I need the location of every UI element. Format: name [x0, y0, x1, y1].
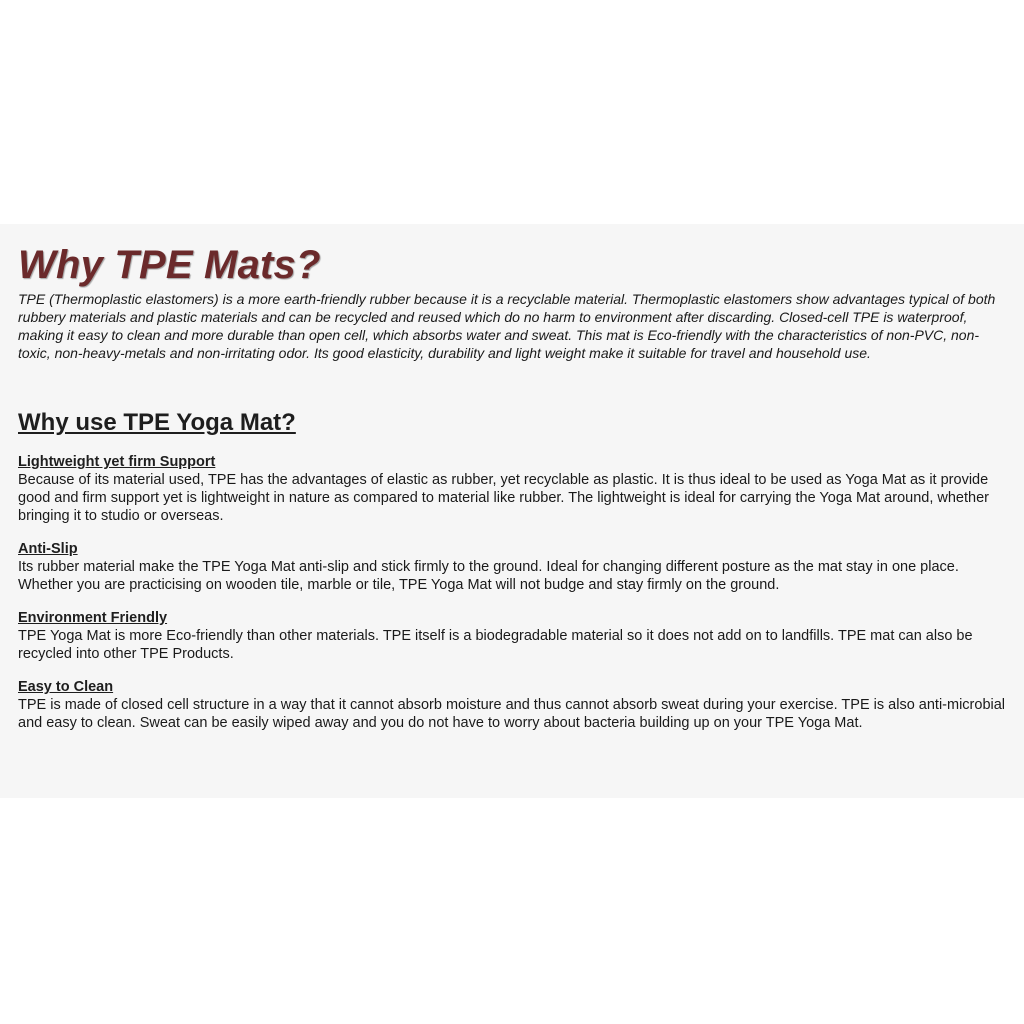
section-body: Its rubber material make the TPE Yoga Mat anti-slip and stick firmly to the ground. Ideal for changing different posture as the mat stay in one place. Whether you are practicising on wooden tile, marble or tile, TPE Yoga Mat will not budge and stay firmly on the ground.	[18, 559, 959, 593]
section-body: TPE is made of closed cell structure in a way that it cannot absorb moisture and thus cannot absorb sweat during your exercise. TPE is also anti-microbial and easy to clean. Sweat can be easily wiped away and you do not have to worry about bacteria building up on your TPE Yoga Mat.	[18, 697, 1006, 731]
section-heading: Environment Friendly	[18, 610, 168, 626]
section-heading: Lightweight yet firm Support	[18, 454, 216, 470]
intro-paragraph: TPE (Thermoplastic elastomers) is a more earth-friendly rubber because it is a recyclable material. Thermoplastic elastomers show advantages typical of both rubbery materials and plastic materials and can be recycled and reused which do no harm to environment after discarding. Closed-cell TPE is waterproof, making it easy to clean and more durable than open cell, which absorbs water and sweat. This mat is Eco-friendly with the characteristics of non-PVC, non-toxic, non-heavy-metals and non-irritating odor. Its good elasticity, durability and light weight make it suitable for travel and household use.	[18, 291, 996, 361]
section-body: TPE Yoga Mat is more Eco-friendly than other materials. TPE itself is a biodegradable material so it does not add on to landfills. TPE mat can also be recycled into other TPE Products.	[18, 628, 973, 662]
section-body: Because of its material used, TPE has the advantages of elastic as rubber, yet recyclable as plastic. It is thus ideal to be used as Yoga Mat as it provide good and firm support yet is lightweight in nature as compared to material like rubber. The lightweight is ideal for carrying the Yoga Mat around, whether bringing it to studio or overseas.	[18, 472, 989, 524]
section-heading: Anti-Slip	[18, 541, 78, 557]
section-lightweight	[18, 454, 1010, 525]
section-environment-friendly	[18, 610, 1010, 663]
page-title: Why TPE Mats?	[18, 243, 321, 287]
section-easy-to-clean	[18, 679, 1010, 732]
section-heading: Easy to Clean	[18, 679, 114, 695]
benefits-title: Why use TPE Yoga Mat?	[18, 409, 296, 436]
content-panel	[0, 224, 1024, 798]
section-anti-slip	[18, 541, 1010, 594]
